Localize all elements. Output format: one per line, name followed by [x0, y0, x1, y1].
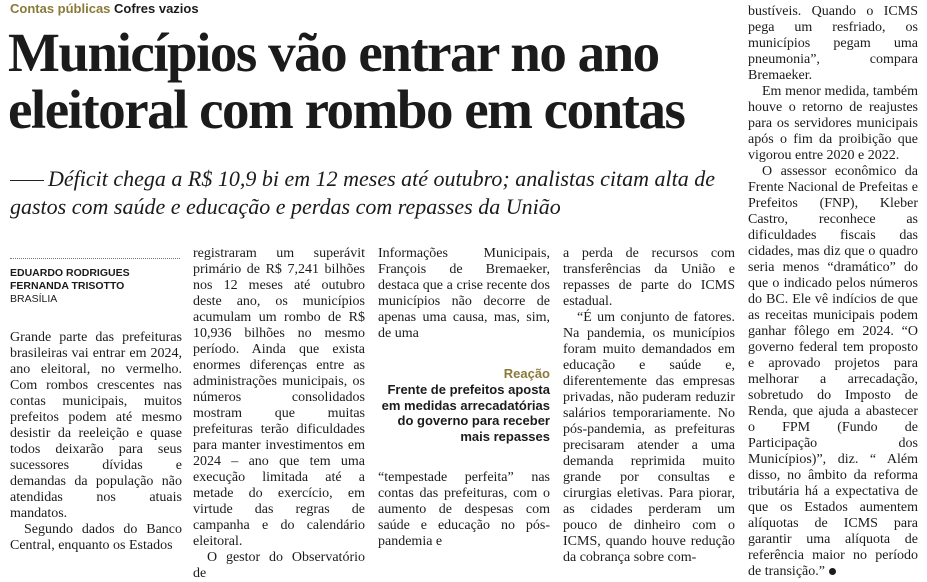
end-of-article-icon — [829, 568, 836, 575]
dek-text: Déficit chega a R$ 10,9 bi em 12 meses até outubro; analistas citam alta de gastos com saúde e educação e perdas com repasses da União — [10, 166, 716, 219]
byline — [10, 267, 130, 306]
byline-divider — [10, 258, 180, 259]
headline: Municípios vão entrar no ano eleitoral com rombo em contas — [8, 22, 685, 140]
paragraph — [748, 164, 918, 580]
paragraph-text: O assessor econômico da Frente Nacional de Prefeitas e Prefeitos (FNP), Kleber Castro, reconhece as dificuldades fiscais das cidades, mas diz que o quadro seria menos “dramático” do que o indicado pelos números do BC. Ele vê indícios de que as receitas municipais podem ganhar fôlego em 2024. “O governo federal tem proposto e aprovado projetos para melhorar a arrecadação, sobretudo do Imposto de Renda, que ajuda a abastecer o FPM (Fundo de Participação dos Municípios)”, diz. “ Além disso, no âmbito da reforma tributária há a expectativa de que os Estados aumentem alíquotas de ICMS para garantir uma alíquota de referência maior no período de transição.” — [748, 164, 918, 579]
topic-name: Cofres vazios — [114, 1, 199, 16]
article-column-1 — [10, 330, 182, 554]
author-name: FERNANDA TRISOTTO — [10, 280, 125, 292]
article-column-2 — [193, 246, 365, 582]
related-box — [378, 366, 550, 444]
article-column-3-continued — [378, 470, 550, 550]
paragraph: Segundo dados do Banco Central, enquanto os Estados — [10, 522, 182, 553]
related-label: Reação — [503, 366, 550, 381]
dek-dash — [10, 180, 44, 181]
subheadline — [10, 165, 740, 221]
author-name: EDUARDO RODRIGUES — [10, 267, 130, 279]
article-column-3 — [378, 246, 550, 342]
paragraph: “É um conjunto de fatores. Na pandemia, os municípios foram muito demandados em educação e saúde e, diferentemente das empresas privadas, não puderam reduzir salários temporariamente. No pós-pandemia, as prefeituras precisaram atender a uma demanda reprimida muito grande por consultas e cirurgias eletivas. Para piorar, as cidades perderam um pouco de dinheiro com o ICMS, quando houve redução da cobrança sobre com- — [563, 310, 735, 565]
paragraph: “tempestade perfeita” nas contas das prefeituras, com o aumento de despesas com saúde e educação no pós-pandemia e — [378, 470, 550, 549]
paragraph: O gestor do Observatório de — [193, 550, 365, 581]
dateline-location: BRASÍLIA — [10, 293, 58, 305]
paragraph: Informações Municipais, François de Bremaeker, destaca que a crise recente dos municípios não decorre de apenas uma causa, mas, sim, de uma — [378, 246, 550, 341]
section-name: Contas públicas — [10, 1, 111, 16]
related-teaser: Frente de prefeitos aposta em medidas arrecadatórias do governo para receber mais repasses — [381, 382, 550, 444]
paragraph: a perda de recursos com transferências da União e repasses de parte do ICMS estadual. — [563, 246, 735, 309]
paragraph: registraram um superávit primário de R$ 7,241 bilhões nos 12 meses até outubro deste ano, os municípios acumulam um rombo de R$ 10,936 bilhões no mesmo período. Ainda que exista enormes diferenças entre as administrações municipais, os números consolidados mostram que muitas prefeituras terão dificuldades para manter investimentos em 2024 – ano que tem uma execução limitada até a metade do exercício, em virtude das regras de campanha e do calendário eleitoral. — [193, 246, 365, 549]
section-kicker — [10, 1, 199, 16]
article-column-4 — [563, 246, 735, 566]
paragraph: bustíveis. Quando o ICMS pega um resfriado, os municípios pegam uma pneumonia”, compara Bremaeker. — [748, 4, 918, 83]
paragraph: Em menor medida, também houve o retorno de reajustes para os servidores municipais após o fim da proibição que vigorou entre 2020 e 2022. — [748, 84, 918, 163]
article-column-5 — [748, 4, 918, 580]
paragraph: Grande parte das prefeituras brasileiras vai entrar em 2024, ano eleitoral, no vermelho. Com rombos crescentes nas contas municipais, muitos prefeitos podem até mesmo desistir da reeleição e quase todos deixarão para seus sucessores dívidas e demandas da população não atendidas nos atuais mandatos. — [10, 330, 182, 521]
